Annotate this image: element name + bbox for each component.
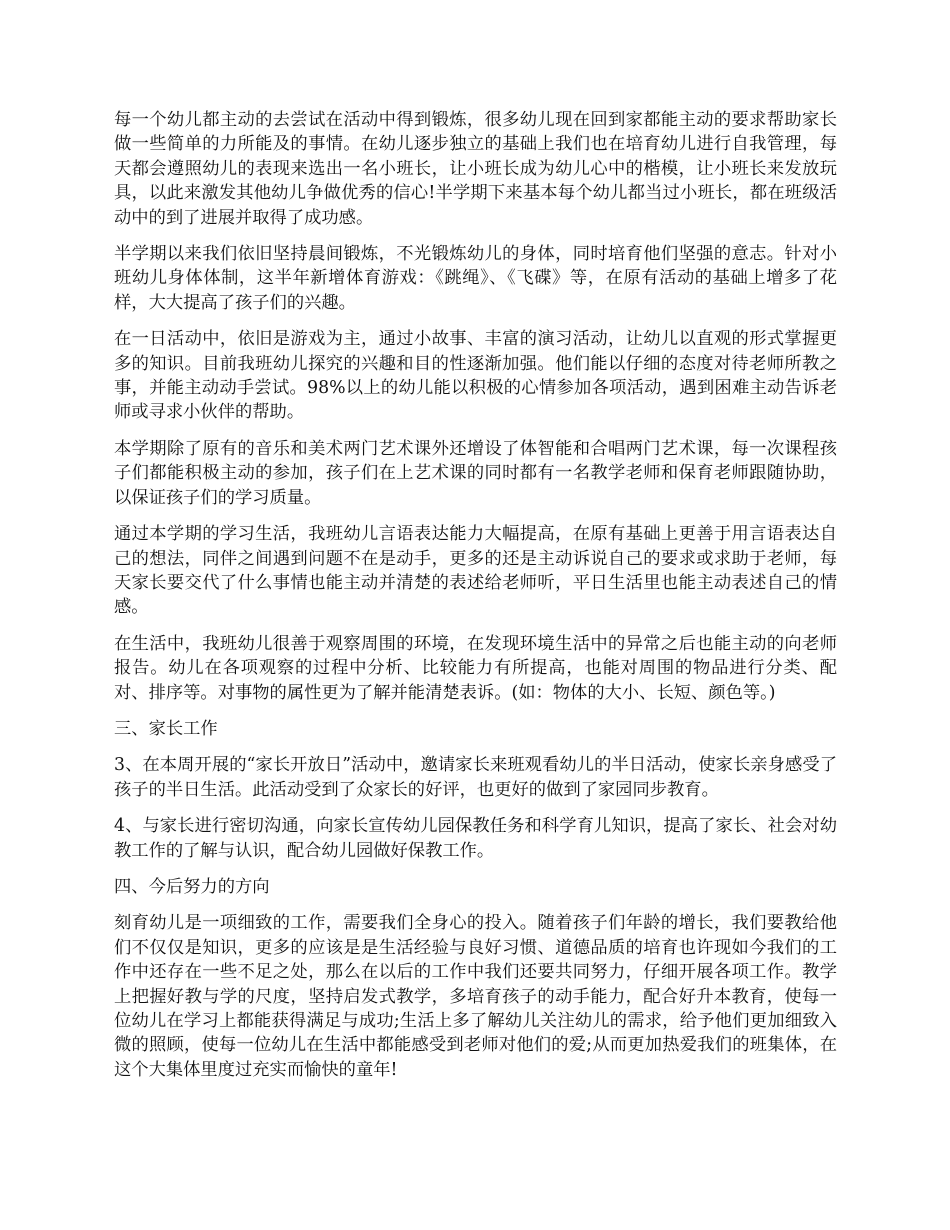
paragraph-2: 半学期以来我们依旧坚持晨间锻炼，不光锻炼幼儿的身体，同时培育他们坚强的意志。针对小班幼儿身体体制，这半年新增体育游戏：《跳绳》、《飞碟》等，在原有活动的基础上增多了花样，大大提高了孩子们的兴趣。 (114, 244, 837, 313)
paragraph-5: 通过本学期的学习生活，我班幼儿言语表达能力大幅提高，在原有基础上更善于用言语表达自己的想法，同伴之间遇到问题不在是动手，更多的还是主动诉说自己的要求或求助于老师，每天家长要交代了什么事情也能主动并清楚的表述给老师听，平日生活里也能主动表述自己的情感。 (114, 524, 837, 618)
paragraph-1: 每一个幼儿都主动的去尝试在活动中得到锻炼，很多幼儿现在回到家都能主动的要求帮助家长做一些简单的力所能及的事情。在幼儿逐步独立的基础上我们也在培育幼儿进行自我管理，每天都会遵照幼儿的表现来选出一名小班长，让小班长成为幼儿心中的楷模，让小班长来发放玩具，以此来激发其他幼儿争做优秀的信心!半学期下来基本每个幼儿都当过小班长，都在班级活动中的到了进展并取得了成功感。 (114, 110, 837, 228)
paragraph-4: 本学期除了原有的音乐和美术两门艺术课外还增设了体智能和合唱两门艺术课，每一次课程孩子们都能积极主动的参加，孩子们在上艺术课的同时都有一名教学老师和保育老师跟随协助，以保证孩子们的学习质量。 (114, 438, 837, 508)
paragraph-final: 刻育幼儿是一项细致的工作，需要我们全身心的投入。随着孩子们年龄的增长，我们要教给他们不仅仅是知识，更多的应该是是生活经验与良好习惯、道德品质的培育也许现如今我们的工作中还存在一些不足之处，那么在以后的工作中我们还要共同努力，仔细开展各项工作。教学上把握好教与学的尺度，坚持启发式教学，多培育孩子的动手能力，配合好升本教育，使每一位幼儿在学习上都能获得满足与成功;生活上多了解幼儿关注幼儿的需求，给予他们更加细致入微的照顾，使每一位幼儿在生活中都能感受到老师对他们的爱;从而更加热爱我们的班集体，在这个大集体里度过充实而愉快的童年! (114, 913, 837, 1080)
document-body (114, 108, 837, 1082)
section-heading-future-direction: 四、今后努力的方向 (114, 876, 270, 897)
section-heading-parent-work: 三、家长工作 (114, 718, 218, 739)
paragraph-3: 在一日活动中，依旧是游戏为主，通过小故事、丰富的演习活动，让幼儿以直观的形式掌握更多的知识。目前我班幼儿探究的兴趣和目的性逐渐加强。他们能以仔细的态度对待老师所教之事，并能主动动手尝试。98%以上的幼儿能以积极的心情参加各项活动，遇到困难主动告诉老师或寻求小伙伴的帮助。 (114, 329, 837, 423)
paragraph-item-3: 3、在本周开展的“家长开放日”活动中，邀请家长来班观看幼儿的半日活动，使家长亲身感受了孩子的半日生活。此活动受到了众家长的好评，也更好的做到了家园同步教育。 (114, 755, 837, 800)
paragraph-6: 在生活中，我班幼儿很善于观察周围的环境，在发现环境生活中的异常之后也能主动的向老师报告。幼儿在各项观察的过程中分析、比较能力有所提高，也能对周围的物品进行分类、配对、排序等。对事物的属性更为了解并能清楚表诉。(如：物体的大小、长短、颜色等。) (114, 633, 837, 703)
paragraph-item-4: 4、与家长进行密切沟通，向家长宣传幼儿园保教任务和科学育儿知识，提高了家长、社会对幼教工作的了解与认识，配合幼儿园做好保教工作。 (114, 816, 837, 861)
